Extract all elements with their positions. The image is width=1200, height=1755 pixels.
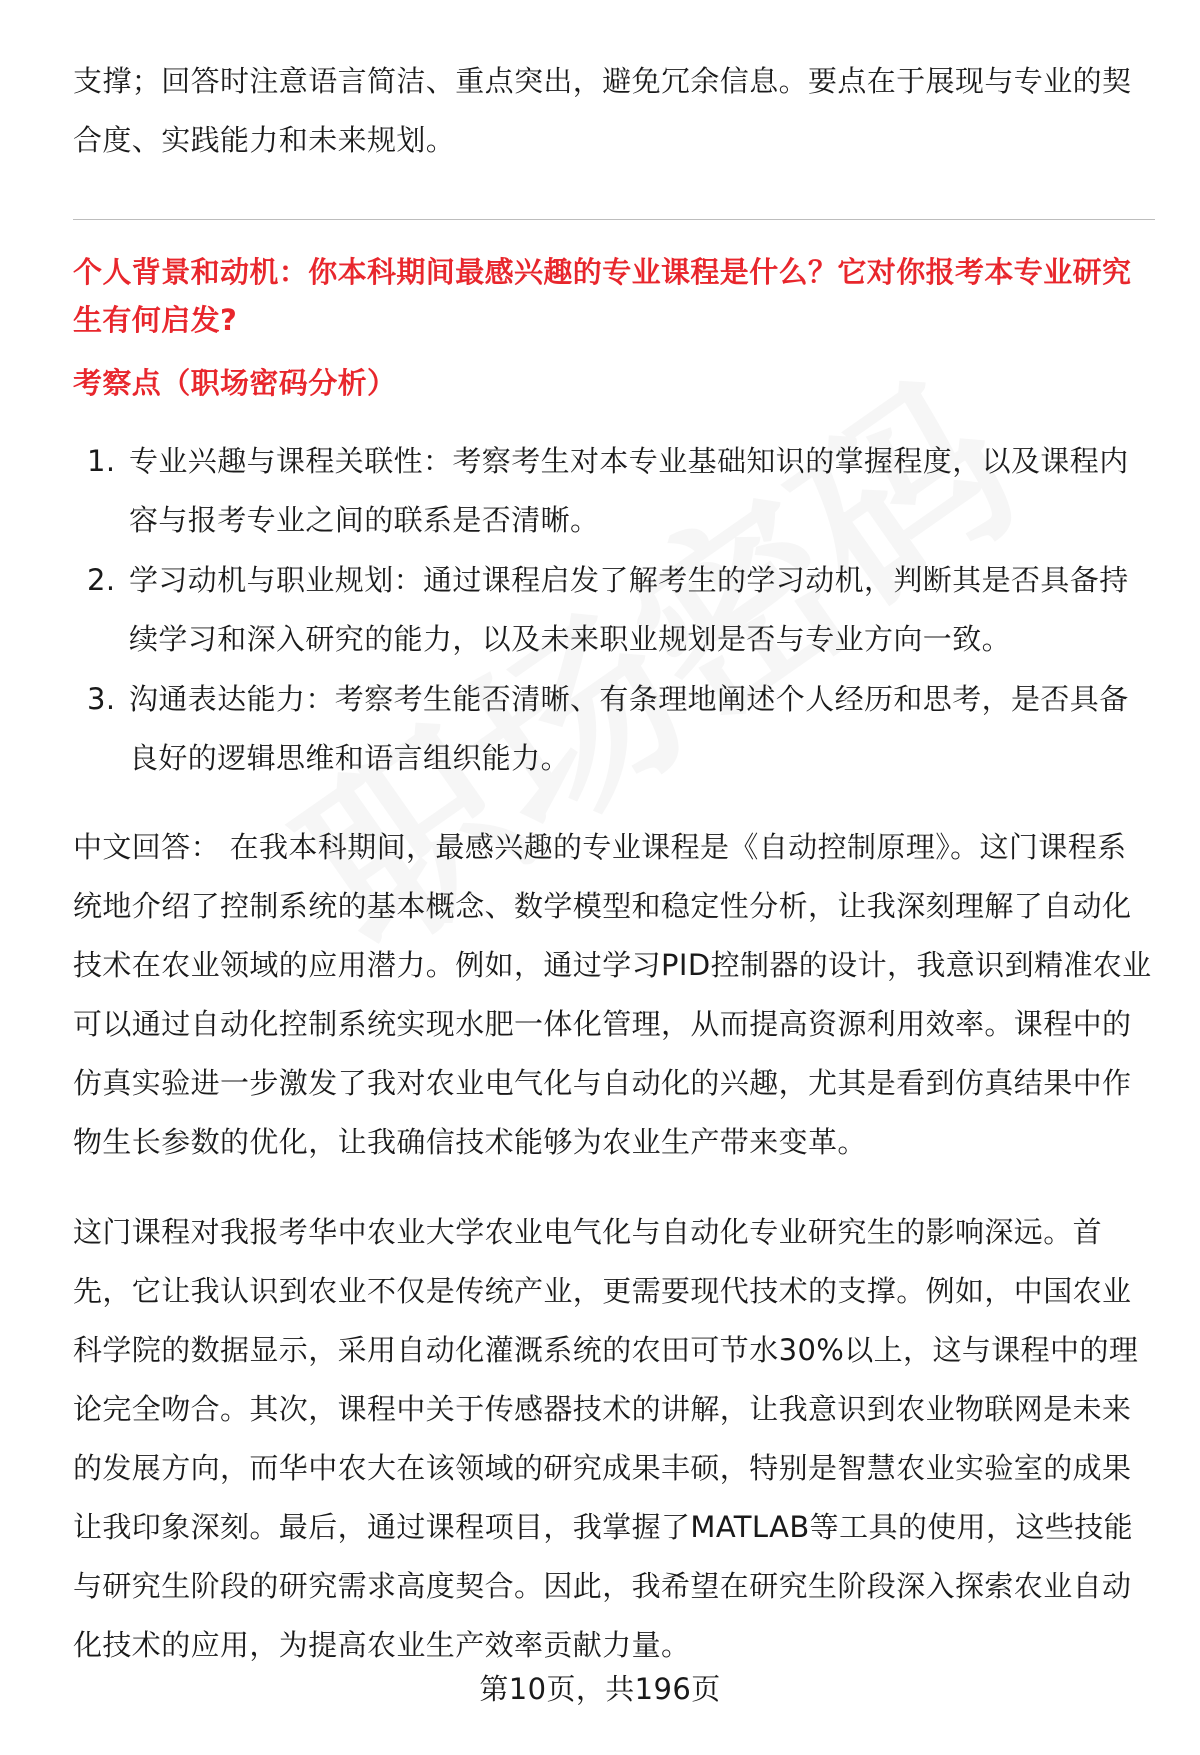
assessment-points-list [73, 432, 1155, 789]
assessment-point [73, 551, 1155, 669]
answer-paragraph-1: 中文回答： 在我本科期间，最感兴趣的专业课程是《自动控制原理》。这门课程系统地介绍了控制系统的基本概念、数学模型和稳定性分析，让我深刻理解了自动化技术在农业领域的应用潜力。例如，通过学习PID控制器的设计，我意识到精准农业可以通过自动化控制系统实现水肥一体化管理，从而提高资源利用效率。课程中的仿真实验进一步激发了我对农业电气化与自动化的兴趣，尤其是看到仿真结果中作物生长参数的优化，让我确信技术能够为农业生产带来变革。 [73, 830, 1152, 1159]
intro-paragraph: 支撑；回答时注意语言简洁、重点突出，避免冗余信息。要点在于展现与专业的契合度、实践能力和未来规划。 [73, 64, 1132, 157]
assessment-heading: 考察点（职场密码分析） [73, 366, 397, 400]
section-divider [73, 219, 1155, 220]
assessment-point [73, 670, 1155, 788]
point-text: 专业兴趣与课程关联性：考察考生对本专业基础知识的掌握程度，以及课程内容与报考专业之间的联系是否清晰。 [129, 444, 1129, 537]
question-heading: 个人背景和动机：你本科期间最感兴趣的专业课程是什么？它对你报考本专业研究生有何启发? [73, 255, 1132, 337]
point-text: 学习动机与职业规划：通过课程启发了解考生的学习动机，判断其是否具备持续学习和深入研究的能力，以及未来职业规划是否与专业方向一致。 [129, 563, 1129, 656]
page-number-footer: 第10页，共196页 [479, 1672, 721, 1706]
assessment-point [73, 432, 1155, 550]
point-number: 2. [87, 563, 116, 597]
point-number: 3. [87, 682, 116, 716]
point-number: 1. [87, 444, 116, 478]
answer-paragraph-2: 这门课程对我报考华中农业大学农业电气化与自动化专业研究生的影响深远。首先，它让我认识到农业不仅是传统产业，更需要现代技术的支撑。例如，中国农业科学院的数据显示，采用自动化灌溉系统的农田可节水30%以上，这与课程中的理论完全吻合。其次，课程中关于传感器技术的讲解，让我意识到农业物联网是未来的发展方向，而华中农大在该领域的研究成果丰硕，特别是智慧农业实验室的成果让我印象深刻。最后，通过课程项目，我掌握了MATLAB等工具的使用，这些技能与研究生阶段的研究需求高度契合。因此，我希望在研究生阶段深入探索农业自动化技术的应用，为提高农业生产效率贡献力量。 [73, 1215, 1139, 1662]
point-text: 沟通表达能力：考察考生能否清晰、有条理地阐述个人经历和思考，是否具备良好的逻辑思维和语言组织能力。 [129, 682, 1129, 775]
